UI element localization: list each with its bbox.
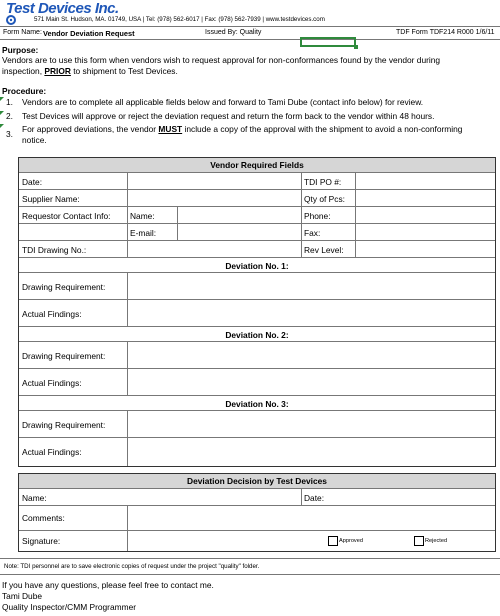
- fax-label: Fax:: [304, 228, 321, 238]
- deviation-2-requirement-label: Drawing Requirement:: [22, 351, 106, 361]
- decision-signature-row: [19, 531, 495, 551]
- deviation-3-title: Deviation No. 3:: [225, 399, 289, 409]
- note-text: Note: TDI personnel are to save electronic copies of request under the project "quality" folder.: [4, 563, 260, 570]
- deviation-1-title: Deviation No. 1:: [225, 261, 289, 271]
- comment-marker-icon: [0, 111, 4, 115]
- decision-comments-row: [19, 506, 495, 531]
- procedure-item-1: Vendors are to complete all applicable fields below and forward to Tami Dube (contact info below) for review.: [22, 97, 424, 107]
- deviation-2-header: [19, 327, 495, 342]
- logo-mark-icon: [6, 15, 16, 25]
- comment-marker-icon: [0, 124, 4, 128]
- signature-label: Signature:: [22, 536, 61, 546]
- vendor-fields-table: [18, 157, 496, 467]
- deviation-1-requirement-label: Drawing Requirement:: [22, 282, 106, 292]
- decision-table: [18, 473, 496, 552]
- footer-line-1: If you have any questions, please feel free to contact me.: [2, 580, 214, 590]
- row-drawing-rev: [19, 241, 495, 258]
- decision-comments-label: Comments:: [22, 513, 65, 523]
- row-email-fax: [19, 224, 495, 241]
- purpose-line-1: Vendors are to use this form when vendors wish to request approval for non-conformances found by the vendor during: [2, 55, 441, 65]
- purpose-text: [2, 55, 498, 77]
- supplier-name-label: Supplier Name:: [22, 194, 80, 204]
- tdi-po-label: TDI PO #:: [304, 177, 342, 187]
- vendor-fields-header: [19, 158, 495, 173]
- procedure-heading: Procedure:: [2, 86, 47, 96]
- note-bar: [0, 558, 500, 575]
- procedure-item-3-pre: For approved deviations, the vendor: [22, 124, 159, 134]
- purpose-heading: Purpose:: [2, 45, 39, 55]
- purpose-line-2-post: to shipment to Test Devices.: [70, 66, 178, 76]
- decision-title: Deviation Decision by Test Devices: [187, 476, 327, 486]
- procedure-item-3-post: include a copy of the approval with the shipment to avoid a non-conforming: [182, 124, 463, 134]
- purpose-prior: PRIOR: [44, 66, 71, 76]
- approved-label: Approved: [339, 538, 363, 544]
- deviation-1-findings-row: [19, 300, 495, 327]
- footer-line-3: Quality Inspector/CMM Programmer: [2, 602, 137, 612]
- procedure-item-3: [22, 124, 496, 146]
- deviation-3-findings-label: Actual Findings:: [22, 447, 82, 457]
- deviation-2-requirement-row: [19, 342, 495, 369]
- rejected-label: Rejected: [425, 538, 448, 544]
- procedure-item-2: Test Devices will approve or reject the deviation request and return the form back to the vendor within 48 hours.: [22, 111, 435, 121]
- footer-line-2: Tami Dube: [2, 591, 43, 601]
- decision-header: [19, 474, 495, 489]
- procedure-number-1: 1.: [6, 97, 13, 107]
- decision-date-label: Date:: [304, 493, 325, 503]
- form-name: Vendor Deviation Request: [43, 29, 135, 38]
- rejected-checkbox[interactable]: [414, 536, 424, 546]
- procedure-number-2: 2.: [6, 111, 13, 121]
- form-number: TDF Form TDF214 R000 1/6/11: [396, 29, 495, 36]
- deviation-3-requirement-row: [19, 411, 495, 438]
- deviation-2-findings-label: Actual Findings:: [22, 378, 82, 388]
- requestor-label: Requestor Contact Info:: [22, 211, 111, 221]
- issued-by: Issued By: Quality: [205, 29, 262, 36]
- purpose-line-2-pre: inspection,: [2, 66, 45, 76]
- procedure-must: MUST: [158, 124, 183, 134]
- phone-label: Phone:: [304, 211, 331, 221]
- qty-label: Qty of Pcs:: [304, 194, 345, 204]
- company-name: Test Devices Inc.: [6, 0, 119, 17]
- deviation-2-title: Deviation No. 2:: [225, 330, 289, 340]
- email-label: E-mail:: [130, 228, 157, 238]
- date-label: Date:: [22, 177, 43, 187]
- drawing-no-label: TDI Drawing No.:: [22, 245, 87, 255]
- row-supplier-qty: [19, 190, 495, 207]
- deviation-1-requirement-row: [19, 273, 495, 300]
- procedure-item-3-line-2: notice.: [22, 135, 47, 145]
- decision-name-label: Name:: [22, 493, 47, 503]
- company-logo: [4, 1, 154, 17]
- form-name-label: Form Name:: [3, 29, 42, 36]
- rev-level-label: Rev Level:: [304, 245, 344, 255]
- approved-checkbox[interactable]: [328, 536, 338, 546]
- vendor-fields-title: Vendor Required Fields: [210, 160, 304, 170]
- form-info-bar: [0, 26, 500, 40]
- footer-contact: [2, 580, 214, 613]
- deviation-3-findings-row: [19, 438, 495, 466]
- deviation-3-header: [19, 396, 495, 411]
- deviation-1-findings-label: Actual Findings:: [22, 309, 82, 319]
- comment-marker-icon: [0, 97, 4, 101]
- deviation-2-findings-row: [19, 369, 495, 396]
- row-requestor-name: [19, 207, 495, 224]
- company-address: 571 Main St. Hudson, MA. 01749, USA | Tel: (978) 562-6017 | Fax: (978) 562-7939 | www.testdevices.com: [34, 16, 325, 23]
- name-label: Name:: [130, 211, 155, 221]
- procedure-number-3: 3.: [6, 129, 13, 139]
- deviation-1-header: [19, 258, 495, 273]
- selected-cell[interactable]: [300, 37, 356, 47]
- row-date-po: [19, 173, 495, 190]
- decision-name-date-row: [19, 489, 495, 506]
- deviation-3-requirement-label: Drawing Requirement:: [22, 420, 106, 430]
